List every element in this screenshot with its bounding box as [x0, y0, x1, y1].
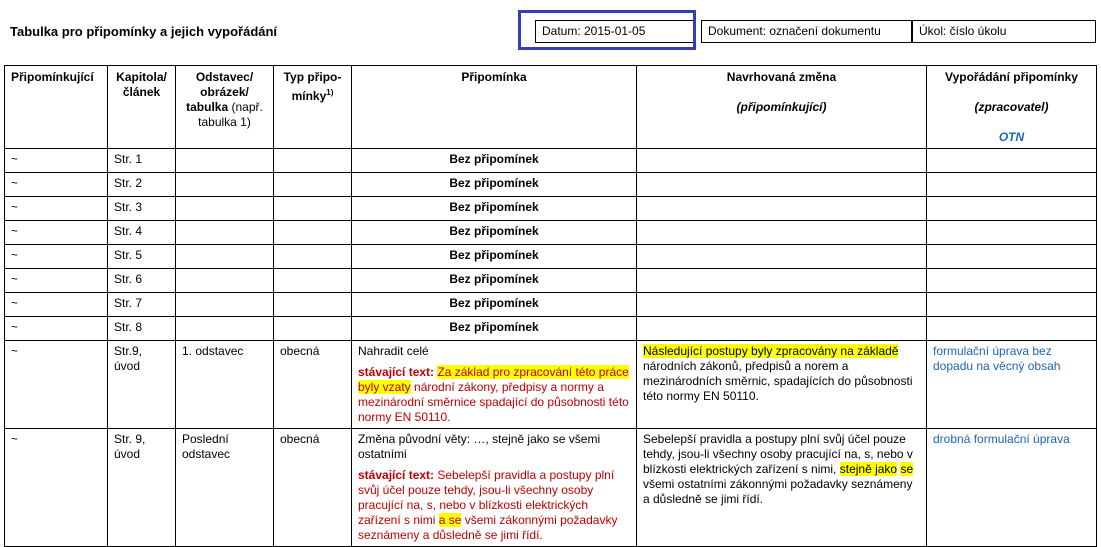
- cell-kapitola[interactable]: Str. 7: [108, 293, 176, 317]
- cell-pripominka[interactable]: Změna původní věty: …, stejně jako se všemi ostatními stávající text: Sebelepší pravidla a postupy plní svůj účel pouze tehdy, jsou-li všechny osoby pracující na, s, nebo v blízkosti elektrických zařízení s nimi a se všemi zákonnými požadavky seznámeny a důsledně se jimi řídí.: [352, 429, 637, 547]
- cell-odstavec[interactable]: 1. odstavec: [176, 341, 274, 429]
- cell-pripominka[interactable]: Bez připomínek: [352, 317, 637, 341]
- cell-navrh[interactable]: [637, 245, 927, 269]
- cell-kapitola[interactable]: Str. 3: [108, 197, 176, 221]
- page-title: Tabulka pro připomínky a jejich vypořádání: [10, 24, 278, 39]
- table-row: [5, 197, 1097, 221]
- cell-vypradani[interactable]: [927, 293, 1097, 317]
- cell-pripominka[interactable]: Bez připomínek: [352, 149, 637, 173]
- cell-odstavec[interactable]: [176, 221, 274, 245]
- cell-vypradani[interactable]: [927, 197, 1097, 221]
- cell-navrh[interactable]: [637, 269, 927, 293]
- cell-pripominka[interactable]: Bez připomínek: [352, 269, 637, 293]
- cell-kapitola[interactable]: Str. 4: [108, 221, 176, 245]
- col-header-kapitola: Kapitola/ článek: [108, 66, 176, 149]
- date-highlight-frame: [518, 10, 696, 50]
- cell-kapitola[interactable]: Str. 1: [108, 149, 176, 173]
- table-row: [5, 341, 1097, 429]
- table-row: [5, 429, 1097, 547]
- cell-who[interactable]: ~: [5, 269, 108, 293]
- cell-odstavec[interactable]: [176, 149, 274, 173]
- cell-typ[interactable]: [274, 221, 352, 245]
- cell-navrh[interactable]: [637, 221, 927, 245]
- cell-odstavec[interactable]: [176, 317, 274, 341]
- cell-navrh[interactable]: Sebelepší pravidla a postupy plní svůj účel pouze tehdy, jsou-li všechny osoby pracující na, s, nebo v blízkosti elektrických zařízení s nimi, stejně jako se všemi ostatními zákonnými požadavky seznámeny a důsledně se jimi řídí.: [637, 429, 927, 547]
- table-row: [5, 293, 1097, 317]
- cell-typ[interactable]: [274, 197, 352, 221]
- cell-kapitola[interactable]: Str. 9, úvod: [108, 429, 176, 547]
- cell-who[interactable]: ~: [5, 149, 108, 173]
- cell-navrh[interactable]: [637, 173, 927, 197]
- cell-odstavec[interactable]: Poslední odstavec: [176, 429, 274, 547]
- comments-table: [4, 65, 1097, 547]
- table-row: [5, 149, 1097, 173]
- cell-who[interactable]: ~: [5, 245, 108, 269]
- table-row: [5, 317, 1097, 341]
- cell-typ[interactable]: [274, 317, 352, 341]
- cell-typ[interactable]: [274, 173, 352, 197]
- col-header-typ: Typ připo- mínky$^{1)}$: [274, 66, 352, 149]
- cell-vypradani[interactable]: drobná formulační úprava: [927, 429, 1097, 547]
- cell-navrh[interactable]: [637, 149, 927, 173]
- table-row: [5, 269, 1097, 293]
- cell-odstavec[interactable]: [176, 245, 274, 269]
- cell-who[interactable]: ~: [5, 197, 108, 221]
- cell-navrh[interactable]: [637, 317, 927, 341]
- table-header-row: [5, 66, 1097, 149]
- cell-typ[interactable]: obecná: [274, 341, 352, 429]
- col-header-odstavec: Odstavec/ obrázek/ tabulka (např. tabulka 1): [176, 66, 274, 149]
- cell-vypradani[interactable]: [927, 221, 1097, 245]
- cell-vypradani[interactable]: [927, 173, 1097, 197]
- col-header-vypradani: Vypořádání připomínky (zpracovatel) OTN: [927, 66, 1097, 149]
- cell-who[interactable]: ~: [5, 317, 108, 341]
- cell-vypradani[interactable]: [927, 149, 1097, 173]
- cell-navrh[interactable]: [637, 197, 927, 221]
- cell-vypradani[interactable]: [927, 269, 1097, 293]
- col-header-pripominka: Připomínka: [352, 66, 637, 149]
- cell-navrh[interactable]: Následující postupy byly zpracovány na základě národních zákonů, předpisů a norem a mezinárodních směrnic, spadajících do působnosti této normy EN 50110.: [637, 341, 927, 429]
- cell-who[interactable]: ~: [5, 341, 108, 429]
- cell-typ[interactable]: [274, 149, 352, 173]
- cell-who[interactable]: ~: [5, 221, 108, 245]
- cell-vypradani[interactable]: formulační úprava bez dopadu na věcný obsah: [927, 341, 1097, 429]
- cell-odstavec[interactable]: [176, 173, 274, 197]
- document-field[interactable]: Dokument: označení dokumentu: [701, 20, 912, 43]
- cell-typ[interactable]: obecná: [274, 429, 352, 547]
- cell-pripominka[interactable]: Bez připomínek: [352, 173, 637, 197]
- table-row: [5, 221, 1097, 245]
- cell-odstavec[interactable]: [176, 197, 274, 221]
- cell-pripominka[interactable]: Bez připomínek: [352, 293, 637, 317]
- cell-typ[interactable]: [274, 269, 352, 293]
- table-row: [5, 245, 1097, 269]
- col-header-pripominkujici: Připomínkující: [5, 66, 108, 149]
- cell-pripominka[interactable]: Bez připomínek: [352, 221, 637, 245]
- cell-vypradani[interactable]: [927, 317, 1097, 341]
- date-field[interactable]: Datum: 2015-01-05: [535, 20, 696, 43]
- cell-who[interactable]: ~: [5, 293, 108, 317]
- cell-odstavec[interactable]: [176, 269, 274, 293]
- cell-kapitola[interactable]: Str.9, úvod: [108, 341, 176, 429]
- col-header-navrh: Navrhovaná změna (připomínkující): [637, 66, 927, 149]
- cell-kapitola[interactable]: Str. 5: [108, 245, 176, 269]
- cell-odstavec[interactable]: [176, 293, 274, 317]
- cell-vypradani[interactable]: [927, 245, 1097, 269]
- cell-pripominka[interactable]: Bez připomínek: [352, 197, 637, 221]
- cell-kapitola[interactable]: Str. 2: [108, 173, 176, 197]
- cell-who[interactable]: ~: [5, 173, 108, 197]
- cell-pripominka[interactable]: Nahradit celé stávající text: Za základ pro zpracování této práce byly vzaty národní zákony, předpisy a normy a mezinárodní směrnice spadající do působnosti této normy EN 50110.: [352, 341, 637, 429]
- task-field[interactable]: Úkol: číslo úkolu: [912, 20, 1096, 43]
- cell-navrh[interactable]: [637, 293, 927, 317]
- cell-typ[interactable]: [274, 293, 352, 317]
- cell-kapitola[interactable]: Str. 6: [108, 269, 176, 293]
- cell-who[interactable]: ~: [5, 429, 108, 547]
- cell-pripominka[interactable]: Bez připomínek: [352, 245, 637, 269]
- cell-typ[interactable]: [274, 245, 352, 269]
- table-row: [5, 173, 1097, 197]
- cell-kapitola[interactable]: Str. 8: [108, 317, 176, 341]
